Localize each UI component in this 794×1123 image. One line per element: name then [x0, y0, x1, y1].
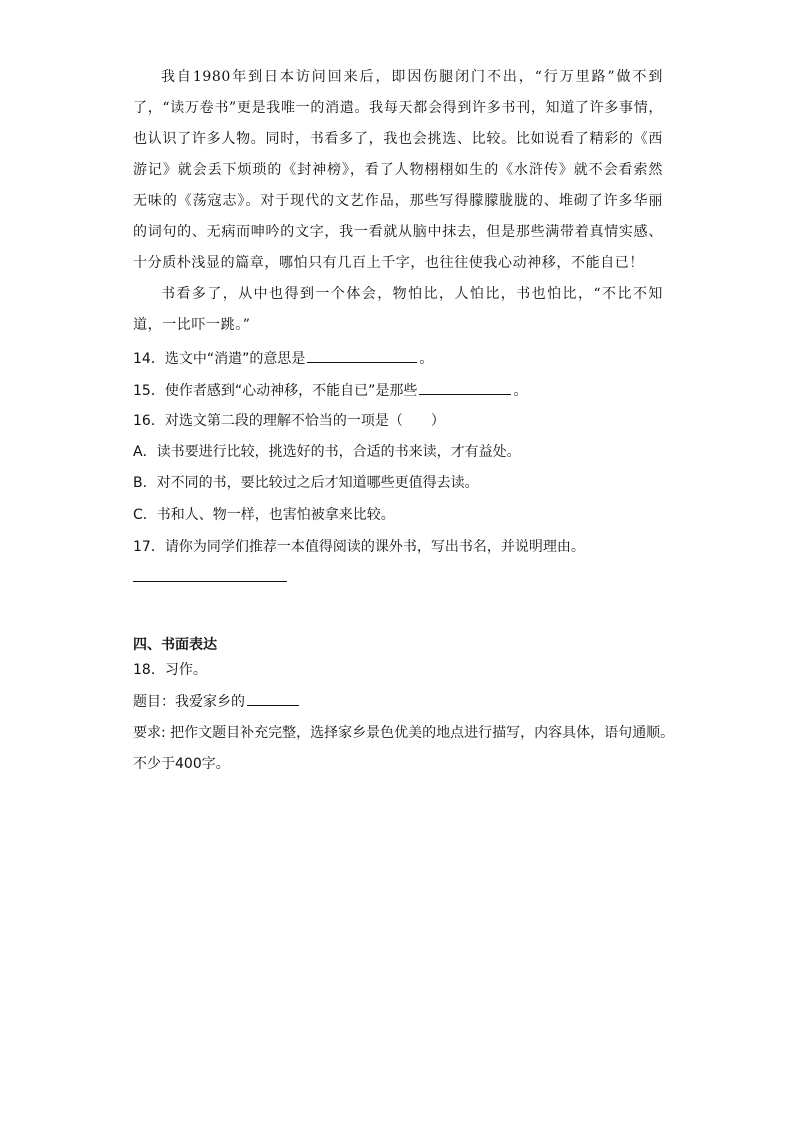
passage-paragraph-1: 我自1980年到日本访问回来后，即因伤腿闭门不出，“行万里路”做不到了，“读万卷书”更是我唯一的消遣。我每天都会得到许多书刊，知道了许多事情，也认识了许多人物。同时，书看多了，我也会挑选、比较。比如说看了精彩的《西游记》就会丢下烦琐的《封神榜》，看了人物栩栩如生的《水浒传》就不会看索然无味的《荡寇志》。对于现代的文艺作品，那些写得朦朦胧胧的、堆砌了许多华丽的词句的、无病而呻吟的文字，我一看就从脑中抹去，但是那些满带着真情实感、十分质朴浅显的篇章，哪怕只有几百上千字，也往往使我心动神移，不能自已！ [133, 69, 663, 271]
question-15-blank[interactable] [419, 380, 511, 395]
question-15-text: 15．使作者感到“心动神移，不能自已”是那些 [133, 383, 418, 399]
question-14-text: 14．选文中“消遣”的意思是 [133, 351, 306, 367]
question-14 [133, 348, 673, 369]
passage-paragraph-2: 书看多了，从中也得到一个体会，物怕比，人怕比，书也怕比，“不比不知道，一比吓一跳。” [133, 286, 663, 333]
question-15-suffix: 。 [513, 383, 528, 399]
question-16-option-a[interactable]: A．读书要进行比较，挑选好的书，合适的书来读，才有益处。 [133, 444, 521, 460]
essay-topic [133, 691, 673, 712]
reading-passage [133, 62, 663, 341]
question-14-blank[interactable] [307, 348, 417, 363]
question-16: 16．对选文第二段的理解不恰当的一项是（ ） [133, 413, 445, 429]
question-15 [133, 380, 673, 401]
question-17-answer-line[interactable] [133, 580, 287, 582]
question-16-option-c[interactable]: C．书和人、物一样，也害怕被拿来比较。 [133, 507, 395, 523]
essay-word-count: 不少于400字。 [133, 756, 230, 772]
essay-requirement: 要求: 把作文题目补充完整，选择家乡景色优美的地点进行描写，内容具体，语句通顺。 [133, 725, 675, 741]
essay-topic-blank[interactable] [247, 691, 299, 706]
question-16-option-b[interactable]: B．对不同的书，要比较过之后才知道哪些更值得去读。 [133, 475, 479, 491]
question-18: 18．习作。 [133, 662, 207, 678]
question-17: 17．请你为同学们推荐一本值得阅读的课外书，写出书名，并说明理由。 [133, 539, 585, 555]
essay-topic-text: 题目：我爱家乡的 [133, 694, 245, 710]
question-14-suffix: 。 [419, 351, 434, 367]
section-4-title: 四、书面表达 [133, 637, 217, 653]
